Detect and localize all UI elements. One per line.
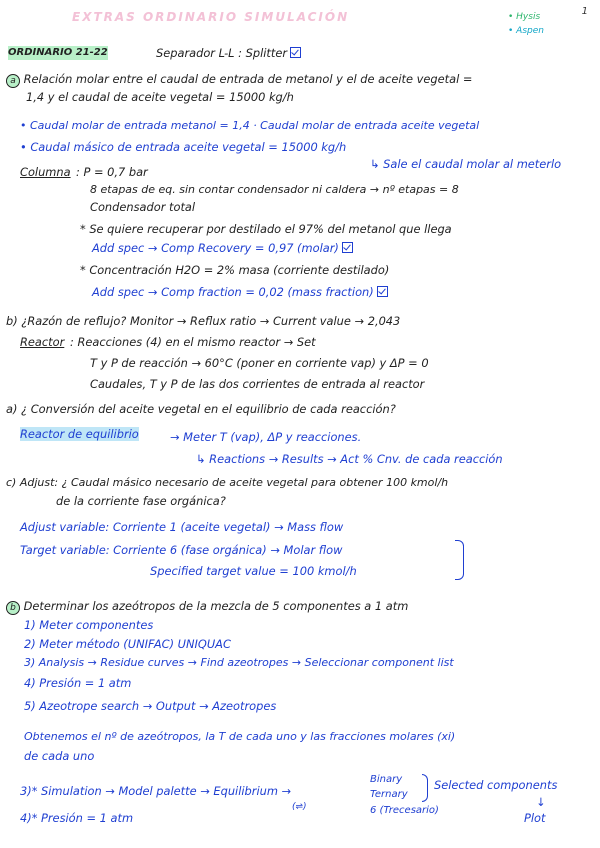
step-1: 1) Meter componentes	[24, 618, 154, 632]
text-line: Relación molar entre el caudal de entrada de metanol y el de aceite vegetal =	[23, 72, 473, 86]
brace	[422, 774, 428, 802]
column-concentration-note: * Concentración H2O = 2% masa (corriente destilado)	[80, 263, 390, 277]
column-label: Columna	[20, 165, 71, 179]
equilibrium-symbol: (⇌)	[292, 802, 307, 812]
section-a-marker: a	[6, 74, 20, 88]
page-number: 1	[581, 6, 588, 17]
reactor-flows: Caudales, T y P de las dos corrientes de entrada al reactor	[90, 377, 425, 391]
check-icon	[290, 47, 301, 58]
question-c-line-2: de la corriente fase orgánica?	[56, 494, 226, 508]
reactor-label: Reactor	[20, 335, 65, 349]
six-option: 6 (Trecesario)	[370, 805, 439, 816]
reactor-reactions: : Reacciones (4) en el mismo reactor → Set	[70, 335, 316, 349]
equilibrium-step-1: → Meter T (vap), ΔP y reacciones.	[170, 430, 362, 444]
question-a-line-2: 1,4 y el caudal de aceite vegetal = 15000 kg/h	[26, 90, 294, 104]
note-molar: ↳ Sale el caudal molar al meterlo	[370, 157, 562, 171]
separator-text: Separador L-L : Splitter	[156, 46, 288, 60]
target-value: Specified target value = 100 kmol/h	[150, 564, 357, 578]
result-line-2: de cada uno	[24, 749, 95, 763]
column-fraction-spec	[92, 285, 388, 299]
extra-step-3: 3)* Simulation → Model palette → Equilibrium →	[20, 784, 292, 798]
step-5: 5) Azeotrope search → Output → Azeotropes	[24, 699, 277, 713]
section-b-marker: b	[6, 601, 20, 615]
column-pressure: : P = 0,7 bar	[76, 165, 148, 179]
spec-text: Add spec → Comp fraction = 0,02 (mass fraction)	[92, 285, 374, 299]
step-4: 4) Presión = 1 atm	[24, 676, 132, 690]
brace	[455, 540, 464, 580]
binary-option: Binary	[370, 774, 403, 785]
column-recovery-note: * Se quiere recuperar por destilado el 97% del metanol que llega	[80, 222, 452, 236]
exam-label: ORDINARIO 21-22	[8, 47, 108, 58]
check-icon	[377, 286, 388, 297]
ternary-option: Ternary	[370, 789, 408, 800]
result-line-1: Obtenemos el nº de azeótropos, la T de cada uno y las fracciones molares (xi)	[24, 730, 456, 743]
legend-aspen: • Aspen	[508, 26, 544, 36]
question-a2: a) ¿ Conversión del aceite vegetal en el equilibrio de cada reacción?	[6, 402, 396, 416]
page-title: EXTRAS ORDINARIO SIMULACIÓN	[72, 10, 350, 24]
equilibrium-reactor-label: Reactor de equilibrio	[20, 427, 139, 441]
note-text: Sale el caudal molar al meterlo	[383, 157, 562, 171]
arrow-down-icon: ↓	[536, 795, 546, 809]
question-b: b) ¿Razón de reflujo? Monitor → Reflux ratio → Current value → 2,043	[6, 314, 401, 328]
legend-hysis: • Hysis	[508, 12, 541, 22]
step-3: 3) Analysis → Residue curves → Find azeotropes → Seleccionar component list	[24, 656, 454, 669]
separator-title	[156, 46, 301, 60]
target-variable: Target variable: Corriente 6 (fase orgánica) → Molar flow	[20, 543, 343, 557]
bullet-molar-flow: • Caudal molar de entrada metanol = 1,4 · Caudal molar de entrada aceite vegetal	[20, 119, 480, 132]
question-c-line-1: c) Adjust: ¿ Caudal másico necesario de aceite vegetal para obtener 100 kmol/h	[6, 476, 449, 489]
selected-components: Selected components	[434, 778, 558, 792]
extra-step-4: 4)* Presión = 1 atm	[20, 811, 134, 825]
spec-text: Add spec → Comp Recovery = 0,97 (molar)	[92, 241, 339, 255]
column-recovery-spec	[92, 241, 353, 255]
question-d	[6, 599, 408, 615]
bullet-mass-flow: • Caudal másico de entrada aceite vegetal = 15000 kg/h	[20, 140, 347, 154]
text-line: Determinar los azeótropos de la mezcla de 5 componentes a 1 atm	[23, 599, 409, 613]
adjust-variable: Adjust variable: Corriente 1 (aceite vegetal) → Mass flow	[20, 520, 344, 534]
column-stages: 8 etapas de eq. sin contar condensador ni caldera → nº etapas = 8	[90, 183, 459, 196]
equilibrium-step-2: ↳ Reactions → Results → Act % Cnv. de cada reacción	[196, 452, 503, 466]
check-icon	[342, 242, 353, 253]
column-condenser: Condensador total	[90, 200, 196, 214]
plot-label: Plot	[524, 811, 546, 825]
step-2: 2) Meter método (UNIFAC) UNIQUAC	[24, 637, 231, 651]
reactor-tp: T y P de reacción → 60°C (poner en corriente vap) y ΔP = 0	[90, 356, 429, 370]
question-a-line-1	[6, 72, 472, 88]
